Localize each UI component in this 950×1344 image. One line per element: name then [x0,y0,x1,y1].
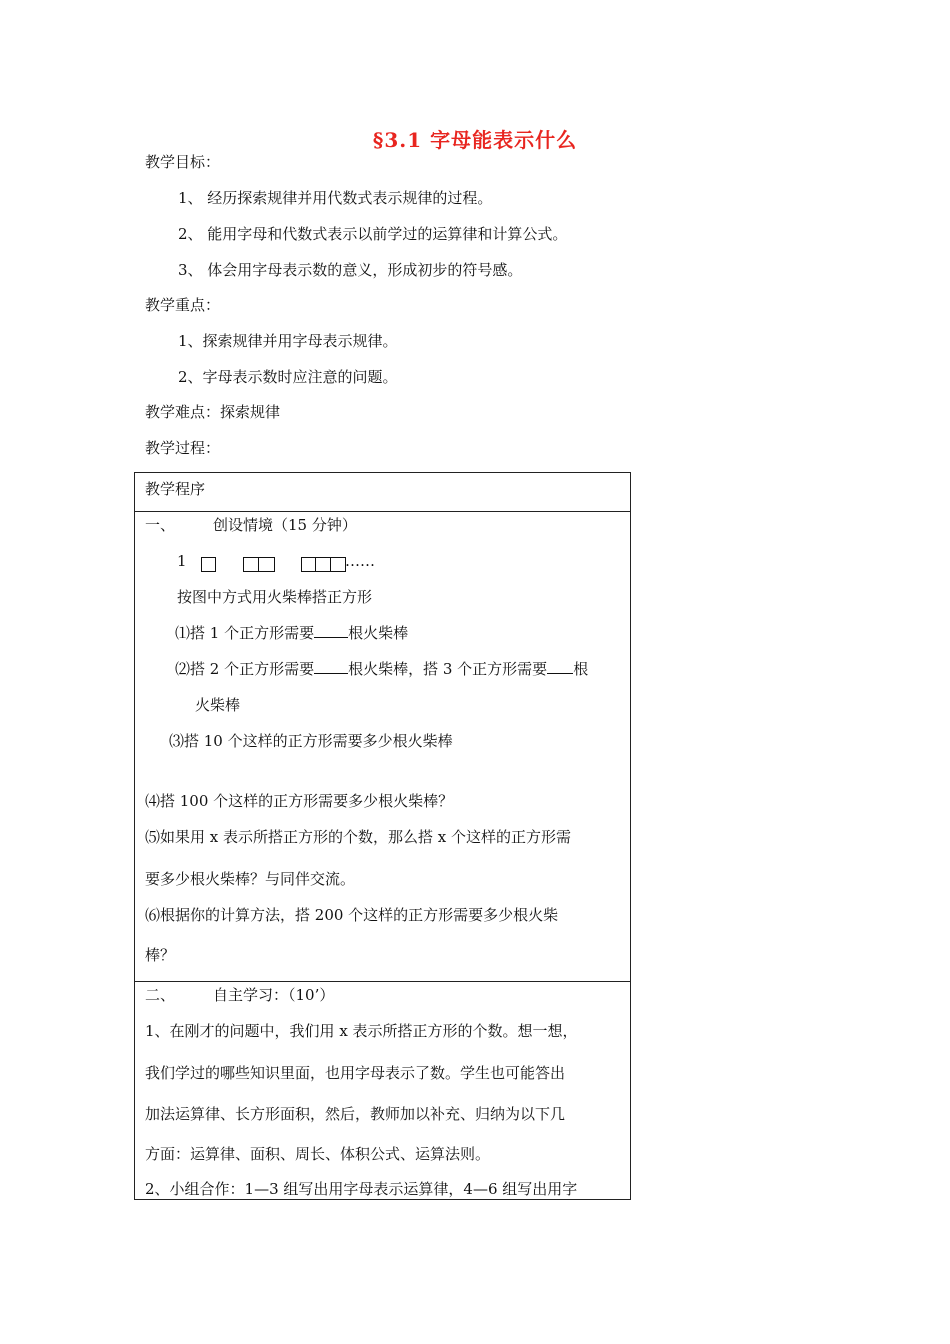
key-point-item: 1、探索规律并用字母表示规律。 [178,332,398,350]
question-6: ⑹根据你的计算方法，搭 200 个这样的正方形需要多少根火柴 [145,906,559,924]
section2-paragraph-line: 1、在刚才的问题中，我们用 x 表示所搭正方形的个数。想一想， [145,1022,578,1040]
section2-paragraph-line: 加法运算律、长方形面积，然后，教师加以补充、归纳为以下几 [145,1105,566,1123]
question-3: ⑶搭 10 个这样的正方形需要多少根火柴棒 [169,732,453,750]
section1-intro: 按图中方式用火柴棒搭正方形 [177,588,373,606]
table-header: 教学程序 [145,480,206,498]
key-point-item: 2、字母表示数时应注意的问题。 [178,368,398,386]
section1-number: 一、 [145,516,176,534]
objective-item: 2、 能用字母和代数式表示以前学过的运算律和计算公式。 [178,225,568,243]
section2-paragraph-line: 方面：运算律、面积、周长、体积公式、运算法则。 [145,1145,491,1163]
figure-ellipsis: …… [345,552,375,570]
section2-number: 二、 [145,986,176,1004]
difficulty-line: 教学难点：探索规律 [145,403,281,421]
answer-blank [547,659,573,674]
answer-blank [314,659,348,674]
objectives-heading: 教学目标： [145,153,221,171]
answer-blank [314,623,348,638]
objective-item: 1、 经历探索规律并用代数式表示规律的过程。 [178,189,493,207]
question-2-text-end: 根 [573,660,589,678]
question-2 [175,659,588,679]
lesson-table [134,472,631,1200]
question-5-continued: 要多少根火柴棒？与同伴交流。 [145,870,356,888]
section1-title: 创设情境（15 分钟） [213,516,357,534]
one-square-shape [201,557,216,572]
section2-paragraph-line: 我们学过的哪些知识里面，也用字母表示了数。学生也可能答出 [145,1064,566,1082]
key-points-heading: 教学重点： [145,296,221,314]
row-divider [135,511,630,512]
question-4: ⑷搭 100 个这样的正方形需要多少根火柴棒？ [145,792,454,810]
two-squares-shape [243,557,275,572]
objective-item: 3、 体会用字母表示数的意义，形成初步的符号感。 [178,261,523,279]
row-divider [135,981,630,982]
three-squares-shape [301,557,346,572]
question-1 [175,623,408,643]
section2-paragraph-line: 2、小组合作：1—3 组写出用字母表示运算律，4—6 组写出用字 [145,1180,578,1198]
question-1-text-end: 根火柴棒 [348,624,409,642]
question-2-continued: 火柴棒 [195,696,241,714]
section2-title: 自主学习：（10’） [213,986,335,1004]
process-heading: 教学过程： [145,439,221,457]
page-title: §3.1 字母能表示什么 [372,128,578,152]
question-2-text: ⑵搭 2 个正方形需要 [175,660,315,678]
question-1-text: ⑴搭 1 个正方形需要 [175,624,315,642]
question-6-continued: 棒？ [145,946,176,964]
question-2-text-mid: 根火柴棒，搭 3 个正方形需要 [348,660,548,678]
question-5: ⑸如果用 x 表示所搭正方形的个数，那么搭 x 个这样的正方形需 [145,828,571,846]
figure-label: 1 [177,552,187,570]
